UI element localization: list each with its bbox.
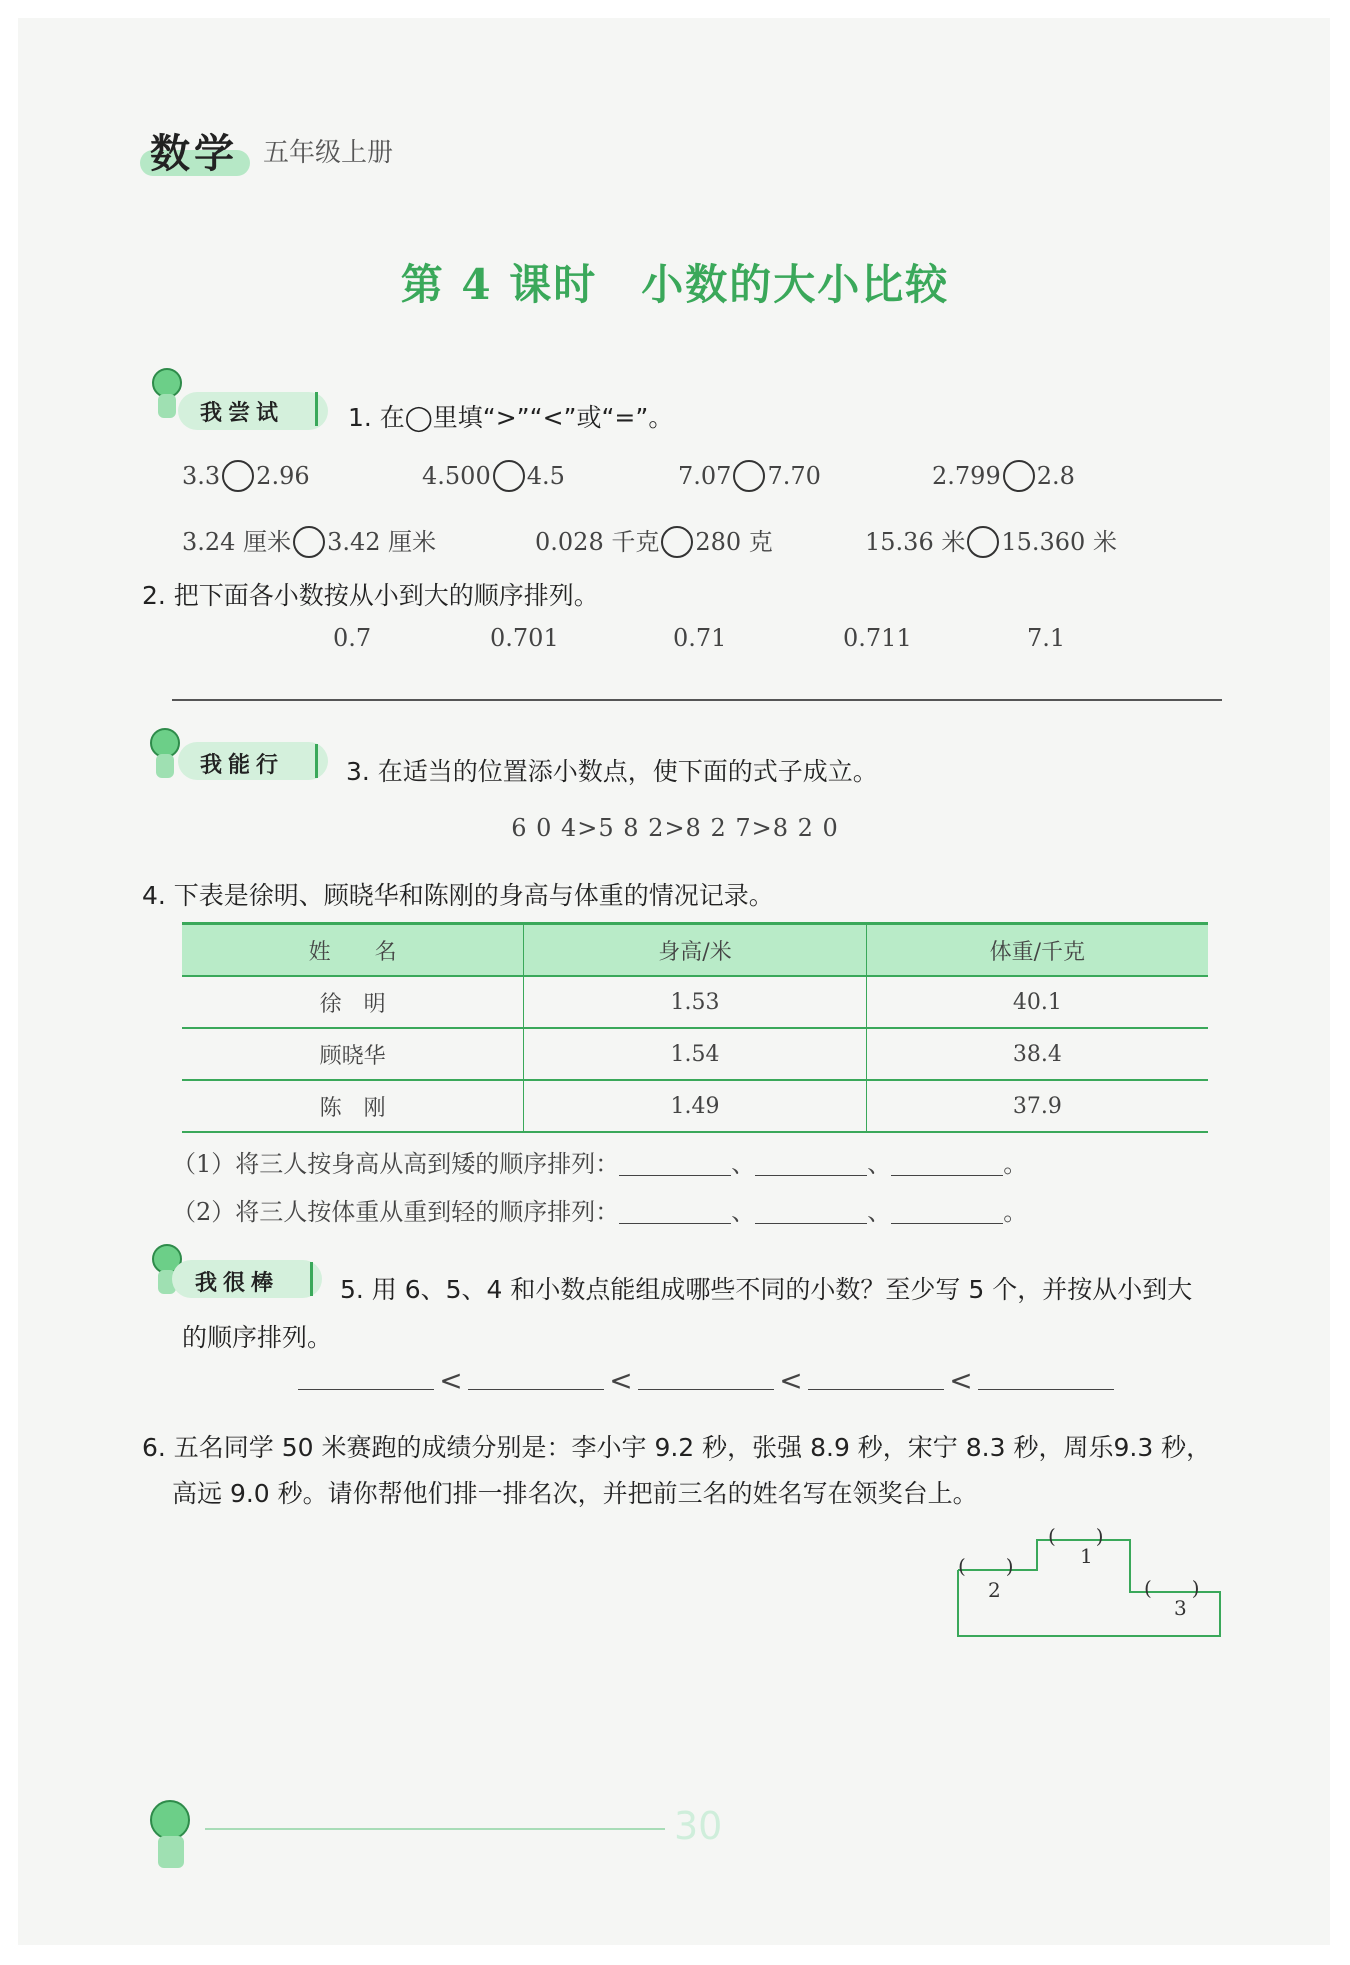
q2-number: 0.701 [490, 624, 559, 652]
answer-blank[interactable] [468, 1365, 604, 1390]
section-divider [315, 744, 318, 778]
q2-number: 0.7 [333, 624, 372, 652]
table-cell: 1.54 [524, 1028, 866, 1080]
q3-expression: 6 0 4>5 8 2>8 2 7>8 2 0 [511, 814, 839, 842]
q1-item: 7.07 7.70 [678, 462, 821, 490]
answer-line[interactable] [172, 699, 1222, 701]
table-cell: 40.1 [866, 976, 1208, 1028]
answer-blank[interactable] [891, 1153, 1003, 1176]
q1-item: 3.3 2.96 [182, 462, 310, 490]
q2-text: 2. 把下面各小数按从小到大的顺序排列。 [142, 581, 599, 610]
table-cell: 37.9 [866, 1080, 1208, 1132]
compare-circle[interactable] [293, 526, 325, 558]
section-tag-great: 我很棒 [195, 1271, 280, 1296]
mascot-body-icon [158, 394, 176, 418]
mascot-body-icon [156, 754, 174, 778]
table-cell: 顾晓华 [182, 1028, 524, 1080]
section-tag-try: 我尝试 [200, 401, 285, 426]
q4-sub1: （1）将三人按身高从高到矮的顺序排列： 、 、 。 [172, 1150, 1028, 1178]
table-cell: 1.49 [524, 1080, 866, 1132]
podium-third-label: 3 [1174, 1596, 1187, 1620]
q2-number: 0.711 [843, 624, 912, 652]
q1-item: 4.500 4.5 [422, 462, 565, 490]
table-header: 姓 名 [182, 924, 524, 977]
q2-number: 7.1 [1027, 624, 1066, 652]
answer-blank[interactable] [891, 1201, 1003, 1224]
compare-circle[interactable] [661, 526, 693, 558]
header-grade: 五年级上册 [263, 138, 394, 168]
answer-blank[interactable] [638, 1365, 774, 1390]
q3-text: 3. 在适当的位置添小数点，使下面的式子成立。 [346, 757, 878, 786]
q1-item: 15.36 米 15.360 米 [865, 528, 1117, 556]
q5-text2: 的顺序排列。 [182, 1323, 333, 1352]
compare-circle[interactable] [493, 460, 525, 492]
answer-blank[interactable] [619, 1153, 731, 1176]
answer-blank[interactable] [755, 1201, 867, 1224]
footer-mascot-body-icon [158, 1836, 184, 1868]
table-cell: 徐 明 [182, 976, 524, 1028]
podium-paren-third[interactable]: ( ) [1144, 1576, 1200, 1600]
table-cell: 1.53 [524, 976, 866, 1028]
lesson-title: 第 4 课时 小数的大小比较 [400, 260, 950, 309]
table-row [182, 1080, 1208, 1132]
table-header-row [182, 924, 1208, 977]
answer-blank[interactable] [755, 1153, 867, 1176]
q1-item: 3.24 厘米 3.42 厘米 [182, 528, 437, 556]
page-number: 30 [674, 1804, 723, 1848]
q6-text2: 高远 9.0 秒。请你帮他们排一排名次，并把前三名的姓名写在领奖台上。 [172, 1479, 978, 1508]
q4-sub2: （2）将三人按体重从重到轻的顺序排列： 、 、 。 [172, 1198, 1028, 1226]
q5-text: 5. 用 6、5、4 和小数点能组成哪些不同的小数？至少写 5 个，并按从小到大 [340, 1275, 1193, 1304]
section-tag-can: 我能行 [200, 753, 285, 778]
table-row [182, 1028, 1208, 1080]
compare-circle[interactable] [733, 460, 765, 492]
table-header: 体重/千克 [866, 924, 1208, 977]
table-header: 身高/米 [524, 924, 866, 977]
table-row [182, 976, 1208, 1028]
section-divider [310, 1262, 313, 1296]
q4-text: 4. 下表是徐明、顾晓华和陈刚的身高与体重的情况记录。 [142, 881, 774, 910]
data-table [182, 922, 1208, 1133]
table-cell: 38.4 [866, 1028, 1208, 1080]
answer-blank[interactable] [978, 1365, 1114, 1390]
answer-blank[interactable] [619, 1201, 731, 1224]
podium-paren-second[interactable]: ( ) [958, 1554, 1014, 1578]
header-subject: 数学 [150, 131, 238, 177]
q1-item: 2.799 2.8 [932, 462, 1075, 490]
answer-blank[interactable] [808, 1365, 944, 1390]
podium-second-label: 2 [988, 1578, 1001, 1602]
q2-number: 0.71 [673, 624, 727, 652]
q1-item: 0.028 千克 280 克 [535, 528, 773, 556]
podium-first-label: 1 [1080, 1544, 1093, 1568]
compare-circle[interactable] [222, 460, 254, 492]
answer-blank[interactable] [298, 1365, 434, 1390]
q1-text: 1. 在◯里填“>”“<”或“=”。 [348, 403, 674, 432]
footer-line [205, 1828, 665, 1830]
footer-mascot-icon [150, 1800, 190, 1840]
compare-circle[interactable] [967, 526, 999, 558]
q6-text: 6. 五名同学 50 米赛跑的成绩分别是：李小宇 9.2 秒，张强 8.9 秒，宋宁 8.3 秒，周乐9.3 秒， [142, 1433, 1212, 1462]
section-divider [315, 392, 318, 426]
q5-sequence: < < < < [298, 1364, 1114, 1397]
compare-circle[interactable] [1003, 460, 1035, 492]
table-cell: 陈 刚 [182, 1080, 524, 1132]
podium-paren-first[interactable]: ( ) [1048, 1524, 1104, 1548]
